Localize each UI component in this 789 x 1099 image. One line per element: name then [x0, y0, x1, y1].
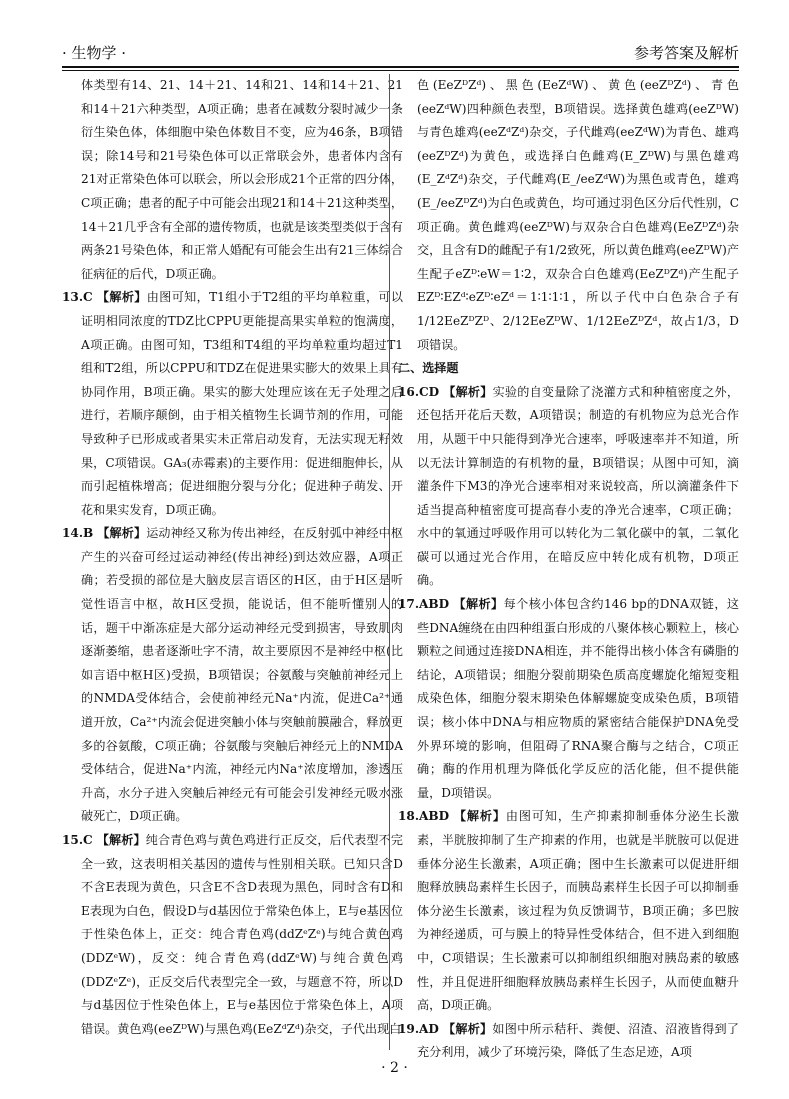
answer-item-16 [398, 381, 739, 593]
analysis-tag: 【解析】 [97, 526, 147, 541]
item-answer: ABD [419, 809, 450, 824]
item-answer: C [83, 290, 93, 305]
continued-paragraph: 体类型有14、21、14＋21、14和21、14和14＋21、21和14＋21六种类型，A项正确；患者在减数分裂时减少一条衍生染色体，体细胞中染色体数目不变，应为46条，B项错误；除14号和21号染色体可以正常联会外，患者体内含有21对正常染色体可以联会，所以会形成21个正常的四分体，C项正确；患者的配子中可能会出现21和14＋21这种类型，14＋21几乎含有全部的遗传物质，也就是该类型类似于含有两条21号染色体，和正常人婚配有可能会生出有21三体综合征病征的后代，D项正确。 [81, 78, 403, 281]
section-heading: 二、选择题 [398, 361, 459, 376]
analysis-tag: 【解析】 [96, 290, 147, 305]
answer-item-17 [398, 593, 739, 805]
header-rule-thick [62, 66, 739, 68]
item-answer: ABD [419, 597, 450, 612]
item-text: 纯合青色鸡与黄色鸡进行正反交，后代表型不完全一致，这表明相关基因的遗传与性别相关联。已知只含D不含E表现为黄色，只含E不含D表现为黑色，同时含有D和E表现为白色，假设D与d基因位于常染色体上，E与e基因位于性染色体上，正交：纯合青色鸡(ddZᵉZᵉ)与纯合黄色鸡(DDZᵉW)，反交：纯合青色鸡(ddZᵉW)与纯合黄色鸡(DDZᵉZᵉ)，正反交后代表型完全一致，与题意不符，所以D与d基因位于性染色体上，E与e基因位于常染色体上，A项错误。黄色鸡(eeZᴰW)与黑色鸡(EeZᵈZᵈ)杂交，子代出现白 [81, 833, 403, 1036]
column-divider [389, 74, 390, 1050]
item-answer: C [83, 833, 93, 847]
analysis-tag: 【解析】 [453, 809, 506, 824]
item-number: 14. [62, 526, 84, 541]
continued-paragraph: 色(EeZᴰZᵈ)、黑色(EeZᵈW)、黄色(eeZᴰZᵈ)、青色(eeZᵈW)四种颜色表型，B项错误。选择黄色雄鸡(eeZᴰW)与青色雄鸡(eeZᵈZᵈ)杂交，子代雌鸡(eeZᵈW)为青色、雄鸡(eeZᴰZᵈ)为黄色，或选择白色雌鸡(E_ZᴰW)与黑色雄鸡(E_ZᵈZᵈ)杂交，子代雌鸡(E_/eeZᵈW)为黑色或青色，雄鸡(E_/eeZᴰZᵈ)为白色或黄色，均可通过羽色区分后代性别，C项正确。黄色雌鸡(eeZᴰW)与双杂合白色雄鸡(EeZᴰZᵈ)杂交，且含有D的雌配子有1/2致死，所以黄色雌鸡(eeZᴰW)产生配子eZᴰ∶eW＝1∶2，双杂合白色雄鸡(EeZᴰZᵈ)产生配子EZᴰ∶EZᵈ∶eZᴰ∶eZᵈ＝1∶1∶1∶1，所以子代中白色杂合子有1/12EeZᴰZᴰ、2/12EeZᴰW、1/12EeZᴰZᵈ，故占1/3，D项错误。 [417, 78, 739, 352]
item-text: 由图可知，生产抑素抑制垂体分泌生长激素，半胱胺抑制了生产抑素的作用，也就是半胱胺可以促进垂体分泌生长激素，A项正确；图中生长激素可以促进肝细胞释放胰岛素样生长因子，而胰岛素样生长因子可以抑制垂体分泌生长激素，该过程为负反馈调节，B项正确；多巴胺为神经递质，可与膜上的特异性受体结合，但不进入到细胞中，C项错误；生长激素可以抑制组织细胞对胰岛素的敏感性，并且促进肝细胞释放胰岛素样生长因子，从而使血糖升高，D项正确。 [417, 809, 739, 1013]
answer-item-13 [62, 286, 403, 522]
right-column [398, 74, 739, 1060]
item-number: 16. [398, 384, 420, 399]
item-text: 如图中所示秸秆、粪便、沼渣、沼液皆得到了充分利用，减少了环境污染，降低了生态足迹，A项 [417, 1021, 739, 1060]
left-column [62, 74, 403, 1050]
analysis-tag: 【解析】 [96, 833, 146, 847]
item-text: 实验的自变量除了浇灌方式和种植密度之外，还包括开花后天数，A项错误；制造的有机物应为总光合作用，从题干中只能得到净光合速率，呼吸速率并不知道，所以无法计算制造的有机物的量，B项错误；从图中可知，滴灌条件下M3的净光合速率相对来说较高，所以滴灌条件下适当提高种植密度可提高春小麦的净光合速率，C项正确；水中的氧通过呼吸作用可以转化为二氧化碳中的氧，二氧化碳可以通过光合作用，在暗反应中转化成有机物，D项正确。 [417, 384, 739, 588]
answer-item-18 [398, 805, 739, 1017]
analysis-tag: 【解析】 [453, 597, 504, 612]
subject-label: · 生物学 · [62, 44, 127, 62]
header-rule-thin [62, 70, 739, 71]
item-text: 由图可知，T1组小于T2组的平均单粒重，可以证明相同浓度的TDZ比CPPU更能提高果实单粒的饱满度，A项正确。由图可知，T3组和T4组的平均单粒重均超过T1组和T2组，所以CPPU和TDZ在促进果实膨大的效果上具有协同作用，B项正确。果实的膨大处理应该在无子处理之后进行，若顺序颠倒，由于相关植物生长调节剂的作用，可能导致种子已形成或者果实未正常启动发育，无法实现无籽效果，C项错误。GA₃(赤霉素)的主要作用：促进细胞伸长，从而引起植株增高；促进细胞分裂与分化；促进种子萌发、开花和果实发育，D项正确。 [81, 290, 403, 517]
item-answer: B [83, 526, 94, 541]
item-number: 15. [62, 833, 84, 847]
analysis-tag: 【解析】 [443, 1021, 493, 1036]
answer-item-14 [62, 522, 403, 829]
answer-item-19 [398, 1018, 739, 1065]
item-number: 13. [62, 290, 84, 305]
page-number: · 2 · [381, 1060, 408, 1076]
item-number: 17. [398, 597, 420, 612]
item-answer: AD [419, 1021, 439, 1036]
item-text: 运动神经又称为传出神经，在反射弧中神经中枢产生的兴奋可经过运动神经(传出神经)到达效应器，A项正确；若受损的部位是大脑皮层言语区的H区，由于H区是听觉性语言中枢，故H区受损，能说话，但不能听懂别人的话，题干中渐冻症是大部分运动神经元受到损害，导致肌肉逐渐萎缩，患者逐渐吐字不清，故主要原因不是神经中枢(比如言语中枢H区)受损，B项错误；谷氨酸与突触前神经元上的NMDA受体结合，会使前神经元Na⁺内流，促进Ca²⁺通道开放，Ca²⁺内流会促进突触小体与突触前膜融合，释放更多的谷氨酸，C项正确；谷氨酸与突触后神经元上的NMDA受体结合，促进Na⁺内流，神经元内Na⁺浓度增加，渗透压升高，水分子进入突触后神经元有可能会引发神经元吸水涨破死亡，D项正确。 [81, 526, 403, 824]
item-number: 18. [398, 809, 420, 824]
answer-item-15 [62, 829, 403, 1041]
header-title: 参考答案及解析 [633, 44, 739, 62]
page-header [62, 42, 739, 66]
analysis-tag: 【解析】 [443, 384, 493, 399]
item-text: 每个核小体包含约146 bp的DNA双链，这些DNA缠绕在由四种组蛋白形成的八聚体核心颗粒上，核心颗粒之间通过连接DNA相连，并不能得出核小体含有磷脂的结论，A项错误；细胞分裂前期染色质高度螺旋化缩短变粗成染色体，细胞分裂末期染色体解螺旋变成染色质，B项错误；核小体中DNA与相应物质的紧密结合能保护DNA免受外界环境的影响，但阻碍了RNA聚合酶与之结合，C项正确；酶的作用机理为降低化学反应的活化能，但不提供能量，D项错误。 [417, 597, 739, 800]
item-number: 19. [398, 1021, 420, 1036]
item-answer: CD [419, 384, 440, 399]
